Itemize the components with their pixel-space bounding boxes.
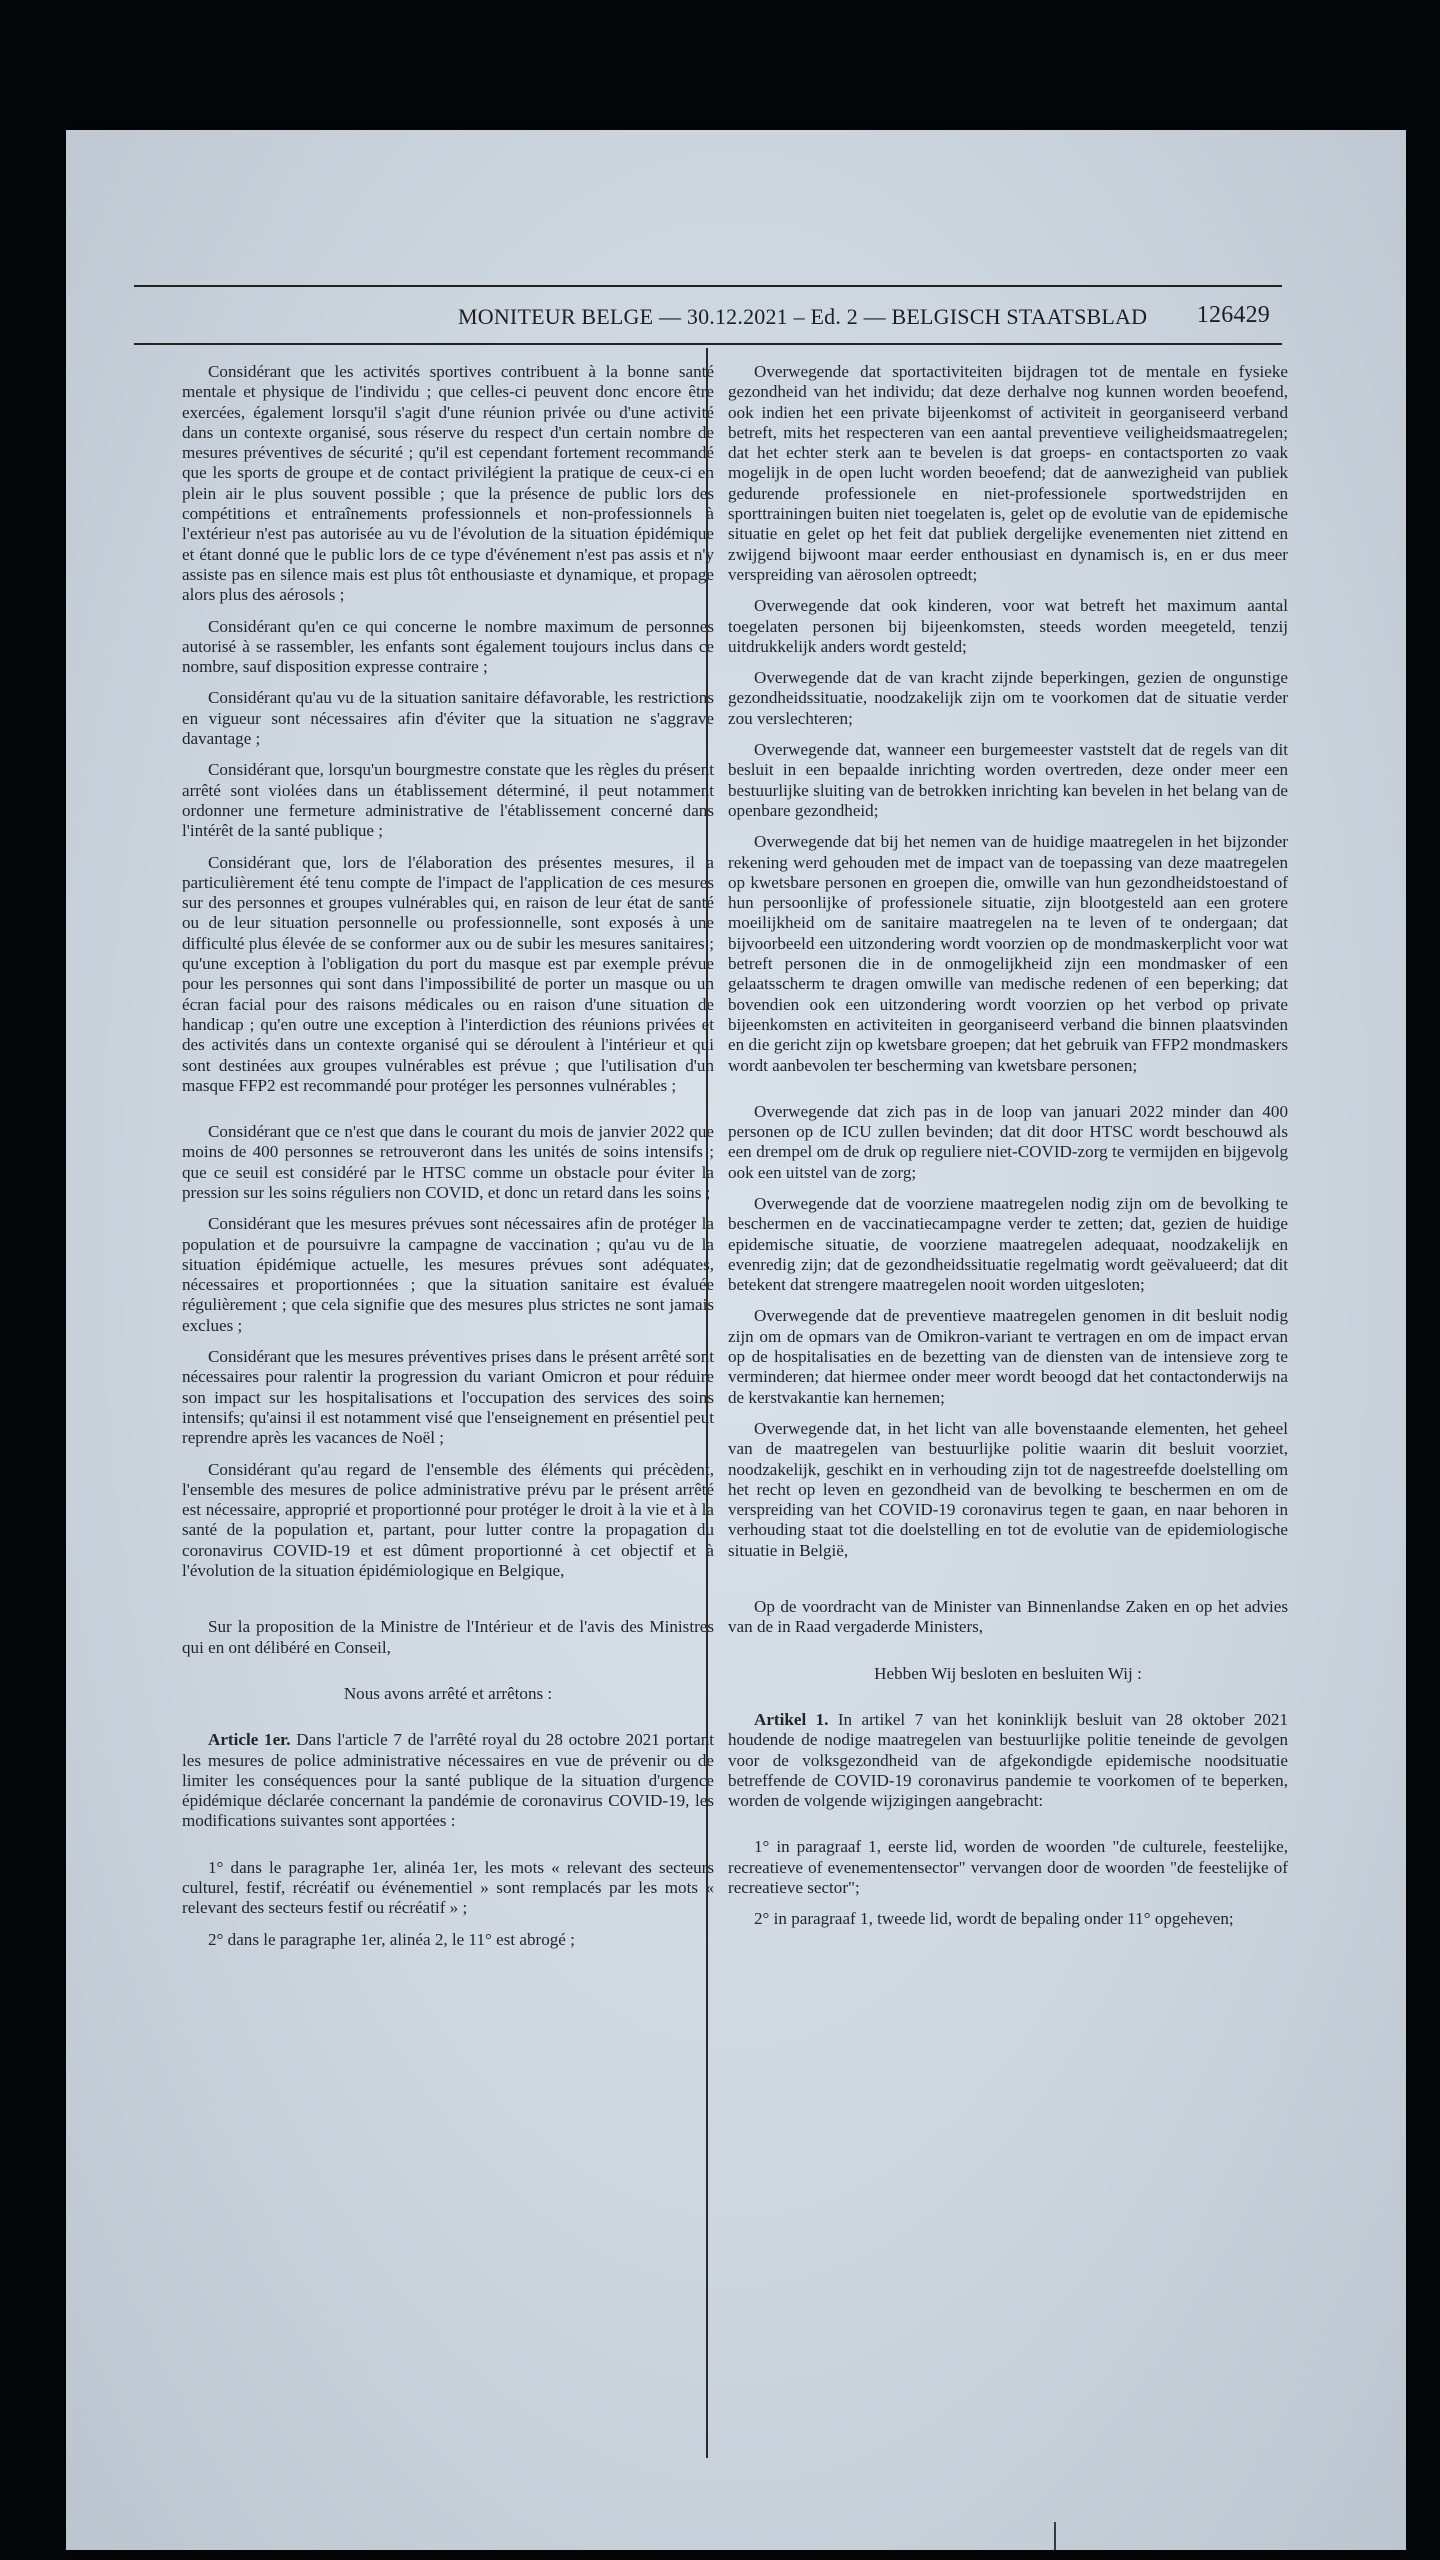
article-label: Artikel 1. <box>754 1709 829 1729</box>
journal-title: MONITEUR BELGE — 30.12.2021 – Ed. 2 — BELGISCH STAATSBLAD <box>458 304 1148 329</box>
paragraph: Considérant que les mesures préventives prises dans le présent arrêté sont nécessaires pour ralentir la progression du variant Omicron et pour réduire son impact sur les hospitalisations et l'occupation des services des soins intensifs; qu'ainsi il est notamment visé que l'enseignement en présentiel peut reprendre après les vacances de Noël ; <box>182 1347 714 1448</box>
paragraph: Overwegende dat bij het nemen van de huidige maatregelen in het bijzonder rekening werd gehouden met de impact van de toepassing van deze maatregelen op kwetsbare personen en groepen die, omwille van hun gezondheidstoestand of hun persoonlijke of professionele situatie, zijn blootgesteld aan een grotere moeilijkheid om de sanitaire maatregelen na te leven of te ondergaan; dat bijvoorbeeld een uitzondering wordt voorzien op de mondmaskerplicht voor wat betreft personen die in de onmogelijkheid zijn een mondmasker of een gelaatsscherm te dragen omwille van medische redenen of een beperking; dat bovendien ook een uitzondering wordt voorzien op het verbod op private bijeenkomsten en activiteiten in georganiseerd verband die binnen plaatsvinden en die gericht zijn op kwetsbare groepen; dat het gebruik van FFP2 mondmaskers wordt aanbevolen ter bescherming van kwetsbare personen; <box>728 832 1288 1075</box>
paragraph: Considérant qu'au vu de la situation sanitaire défavorable, les restrictions en vigueur sont nécessaires afin d'éviter que la situation ne s'aggrave davantage ; <box>182 688 714 749</box>
enacting-formula: Hebben Wij besloten en besluiten Wij : <box>874 1663 1142 1683</box>
article-paragraph <box>728 1710 1288 1811</box>
paragraph: Overwegende dat ook kinderen, voor wat betreft het maximum aantal toegelaten personen bij bijeenkomsten, steeds worden meegeteld, tenzij uitdrukkelijk anders wordt gesteld; <box>728 596 1288 656</box>
paragraph: Overwegende dat de van kracht zijnde beperkingen, gezien de ongunstige gezondheidssituatie, noodzakelijk zijn om te voorkomen dat de situatie verder zou verslechteren; <box>728 668 1288 728</box>
paragraph: Considérant que les activités sportives contribuent à la bonne santé mentale et physique de l'individu ; que celles-ci peuvent donc encore être exercées, également lorsqu'il s'agit d'une réunion privée ou d'une activité dans un contexte organisé, sous réserve du respect d'un certain nombre de mesures préventives de sécurité ; qu'il est cependant fortement recommandé que les sports de groupe et de contact privilégient la pratique de ceux-ci en plein air le plus souvent possible ; que la présence de public lors des compétitions et entraînements professionnels et non-professionnels à l'extérieur n'est pas autorisée au vu de l'évolution de la situation épidémique et étant donné que le public lors de ce type d'événement n'est pas assis et n'y assiste pas en silence mais est plus tôt enthousiaste et dynamique, et propage alors plus des aérosols ; <box>182 362 714 605</box>
paragraph: Considérant que les mesures prévues sont nécessaires afin de protéger la population et de poursuivre la campagne de vaccination ; qu'au vu de la situation épidémique actuelle, les mesures prévues sont adéquates, nécessaires et proportionnées ; que la situation sanitaire est évaluée régulièrement ; que cela signifie que des mesures plus strictes ne sont jamais exclues ; <box>182 1214 714 1335</box>
paragraph: Overwegende dat, in het licht van alle bovenstaande elementen, het geheel van de maatregelen van bestuurlijke politie waarin dit besluit voorziet, noodzakelijk, geschikt en in verhouding zijn tot de nagestreefde doelstelling om het recht op leven en gezondheid van de bevolking te beschermen en om de verspreiding van het COVID-19 coronavirus tegen te gaan, en naar behoren in verhouding staat tot die doelstelling en tot de evolutie van de epidemiologische situatie in België, <box>728 1418 1288 1560</box>
article-label: Article 1er. <box>208 1730 291 1750</box>
header-rule-bottom <box>134 343 1282 345</box>
column-dutch <box>728 362 1288 2522</box>
paragraph: Overwegende dat de preventieve maatregelen genomen in dit besluit nodig zijn om de opmars van de Omikron-variant te vertragen en om de impact ervan op de hospitalisaties en de bezetting van de diensten van de intensieve zorg te verminderen; dat hiermee onder meer wordt beoogd dat het contactonderwijs na de kerstvakantie kan hernemen; <box>728 1306 1288 1407</box>
paragraph: Overwegende dat de voorziene maatregelen nodig zijn om de bevolking te beschermen en de vaccinatiecampagne verder te zetten; dat, gezien de huidige epidemische situatie, de voorziene maatregelen adequaat, noodzakelijk en evenredig zijn; dat de gezondheidssituatie regelmatig wordt geëvalueerd; dat dit betekent dat strengere maatregelen nooit worden uitgesloten; <box>728 1193 1288 1295</box>
paragraph: Considérant que, lorsqu'un bourgmestre constate que les règles du présent arrêté sont violées dans un établissement déterminé, il peut notamment ordonner une fermeture administrative de l'établissement concerné dans l'intérêt de la santé publique ; <box>182 760 714 841</box>
header-rule-top <box>134 285 1282 287</box>
article-text: Dans l'article 7 de l'arrêté royal du 28 octobre 2021 portant les mesures de police administrative nécessaires en vue de prévenir ou de limiter les conséquences pour la santé publique de la situation d'urgence épidémique déclarée concernant la pandémie de coronavirus COVID-19, les modifications suivantes sont apportées : <box>182 1730 714 1831</box>
paragraph: Op de voordracht van de Minister van Binnenlandse Zaken en op het advies van de in Raad vergaderde Ministers, <box>728 1597 1288 1637</box>
paragraph: 1° in paragraaf 1, eerste lid, worden de woorden "de culturele, feestelijke, recreatieve of evenementensector" vervangen door de woorden "de feestelijke of recreatieve sector"; <box>728 1837 1288 1897</box>
enacting-formula: Nous avons arrêté et arrêtons : <box>343 1683 553 1703</box>
page-edge-mark <box>1054 2522 1056 2550</box>
paragraph: Overwegende dat sportactiviteiten bijdragen tot de mentale en fysieke gezondheid van het individu; dat deze derhalve nog kunnen worden beoefend, ook indien het een private bijeenkomst of activiteit in georganiseerd verband betreft, mits het respecteren van een aantal preventieve veiligheidsmaatregelen; dat het echter sterk aan te bevelen is dat groeps- en contactsporten zo vaak mogelijk in de open lucht worden beoefend; dat de aanwezigheid van publiek gedurende professionele en niet-professionele sportwedstrijden en sporttrainingen buiten niet toegelaten is, gelet op de evolutie van de epidemische situatie en gelet op het feit dat publiek dergelijke evenementen niet zittend en zwijgend bijwoont maar eerder enthousiast en dynamisch is, en er dus meer verspreiding van aërosolen optreedt; <box>728 362 1288 584</box>
page-header <box>134 296 1282 340</box>
paragraph: 1° dans le paragraphe 1er, alinéa 1er, les mots « relevant des secteurs culturel, festif, récréatif ou événementiel » sont remplacés par les mots « relevant des secteurs festif ou récréatif » ; <box>182 1857 714 1918</box>
paragraph: Considérant que ce n'est que dans le courant du mois de janvier 2022 que moins de 400 personnes se retrouveront dans les unités de soins intensifs ; que ce seuil est considéré par le HTSC comme un obstacle pour éviter la pression sur les soins réguliers non COVID, et donc un retard dans les soins ; <box>182 1122 714 1202</box>
paragraph: Considérant qu'en ce qui concerne le nombre maximum de personnes autorisé à se rassembler, les enfants sont également toujours inclus dans ce nombre, sauf disposition expresse contraire ; <box>182 616 714 677</box>
paragraph: Sur la proposition de la Ministre de l'Intérieur et de l'avis des Ministres qui en ont délibéré en Conseil, <box>182 1617 714 1657</box>
paragraph: Overwegende dat, wanneer een burgemeester vaststelt dat de regels van dit besluit in een bepaalde inrichting worden overtreden, deze onder meer een bestuurlijke sluiting van de betrokken inrichting kan bevelen in het belang van de openbare gezondheid; <box>728 740 1288 820</box>
column-french <box>182 362 714 2522</box>
paragraph: 2° dans le paragraphe 1er, alinéa 2, le 11° est abrogé ; <box>208 1929 575 1949</box>
paragraph: 2° in paragraaf 1, tweede lid, wordt de bepaling onder 11° opgeheven; <box>754 1909 1234 1929</box>
paragraph: Considérant que, lors de l'élaboration des présentes mesures, il a particulièrement été tenu compte de l'impact de l'application de ces mesures sur des personnes et groupes vulnérables qui, en raison de leur état de santé ou de leur situation personnelle ou professionnelle, sont exposés à une difficulté plus élevée de se conformer aux ou de subir les mesures sanitaires ; qu'une exception à l'obligation du port du masque est par exemple prévue pour les personnes qui sont dans l'impossibilité de porter un masque ou un écran facial pour des raisons médicales ou en raison d'une situation de handicap ; qu'en outre une exception à l'interdiction des réunions privées et des activités dans un contexte organisé qui se déroulent à l'intérieur et qui sont destinées aux groupes vulnérables est prévue ; que l'utilisation d'un masque FFP2 est recommandé pour protéger les personnes vulnérables ; <box>182 852 714 1095</box>
article-text: In artikel 7 van het koninklijk besluit van 28 oktober 2021 houdende de nodige maatregelen van bestuurlijke politie teneinde de gevolgen voor de volksgezondheid van de afgekondigde epidemische noodsituatie betreffende de COVID-19 coronavirus pandemie te voorkomen of te beperken, worden de volgende wijzigingen aangebracht: <box>728 1709 1288 1811</box>
page-number: 126429 <box>1196 302 1270 328</box>
article-paragraph <box>182 1730 714 1831</box>
paragraph: Considérant qu'au regard de l'ensemble des éléments qui précèdent, l'ensemble des mesures de police administrative prévu par le présent arrêté est nécessaire, approprié et proportionné pour protéger le droit à la vie et à la santé de la population et, partant, pour lutter contre la propagation du coronavirus COVID-19 et est dûment proportionné à cet objectif et à l'évolution de la situation épidémiologique en Belgique, <box>182 1459 714 1581</box>
paragraph: Overwegende dat zich pas in de loop van januari 2022 minder dan 400 personen op de ICU zullen bevinden; dat dit door HTSC wordt beschouwd als een drempel om de druk op reguliere niet-COVID-zorg te vermijden en bijgevolg ook een uitstel van de zorg; <box>728 1101 1288 1182</box>
